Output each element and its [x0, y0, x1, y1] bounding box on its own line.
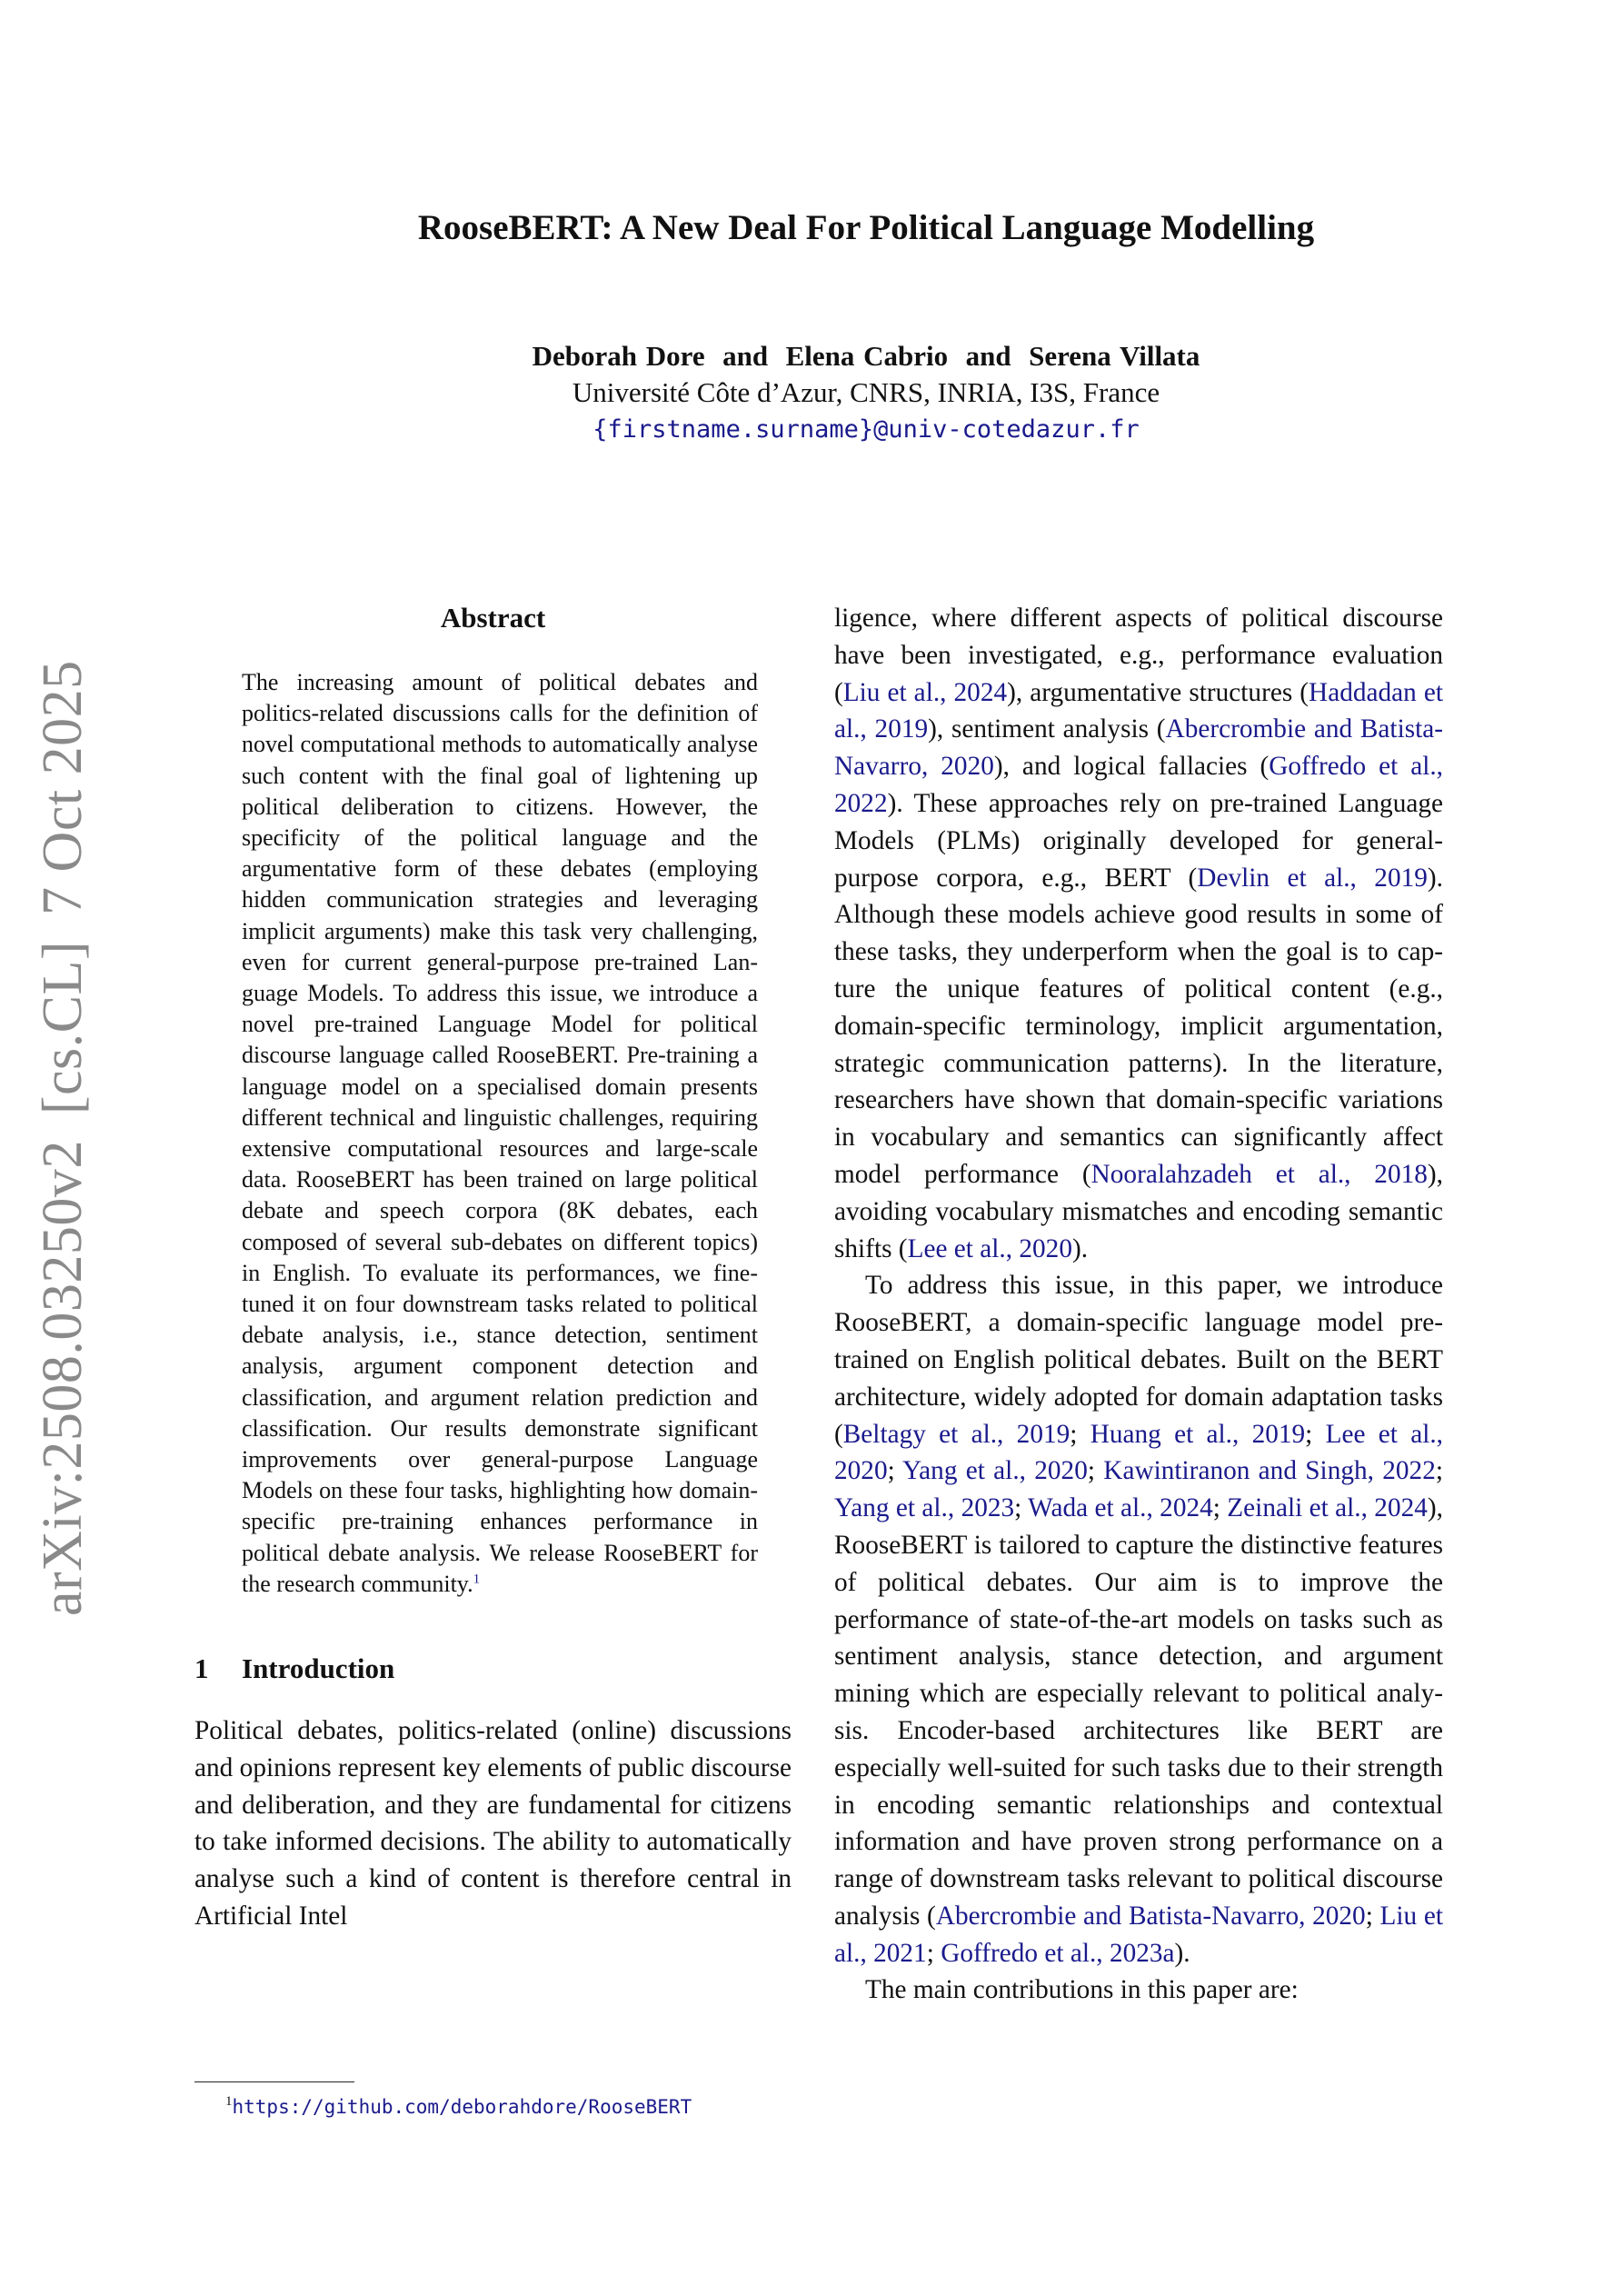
- citation-link[interactable]: Abercrombie and Batista-Navarro, 2020: [935, 1901, 1366, 1931]
- separator: ;: [926, 1938, 941, 1968]
- arxiv-identifier-stamp: [32, 660, 94, 1616]
- author-email[interactable]: {firstname.surname}@univ-cotedazur.fr: [592, 415, 1140, 444]
- author-names: Deborah Dore and Elena Cabrio and Serena Villata: [532, 340, 1200, 372]
- text-run: ), argumentative structures (: [1007, 677, 1309, 707]
- citation-link[interactable]: Haddadan et al., 2019: [834, 677, 1443, 744]
- citation-link[interactable]: Yang et al., 2023: [834, 1493, 1015, 1523]
- abstract-heading: Abstract: [440, 602, 546, 634]
- citation-link[interactable]: Abercrombie and Batista-Navarro, 2020: [834, 714, 1444, 782]
- separator: ;: [1435, 1456, 1443, 1486]
- section-title: Introduction: [242, 1652, 395, 1685]
- arxiv-category: [cs.CL]: [32, 940, 94, 1115]
- citation-link[interactable]: Yang et al., 2020: [901, 1456, 1088, 1486]
- intro-paragraph-1-cont: [834, 600, 1443, 1267]
- text-run: ).: [1174, 1938, 1190, 1968]
- footnote-divider: [194, 2081, 354, 2082]
- citation-link[interactable]: Liu et al., 2024: [842, 677, 1008, 707]
- footnote-number: 1: [225, 2094, 233, 2109]
- citation-link[interactable]: Wada et al., 2024: [1028, 1493, 1213, 1523]
- separator: ;: [1070, 1419, 1090, 1449]
- intro-paragraph-3: The main contributions in this paper are:: [865, 1975, 1299, 2005]
- arxiv-date: 7 Oct 2025: [32, 660, 94, 915]
- citation-link[interactable]: Devlin et al., 2019: [1197, 863, 1428, 893]
- arxiv-id: arXiv:2508.03250v2: [32, 1140, 94, 1616]
- affiliation: Université Côte d’Azur, CNRS, INRIA, I3S, France: [572, 376, 1160, 408]
- citation-link[interactable]: Zeinali et al., 2024: [1227, 1493, 1428, 1523]
- footnote: [225, 2094, 692, 2120]
- right-column: [834, 600, 1443, 2009]
- text-run: ), RooseBERT is tailored to capture the distinctive features of political debates. Our aim is to improve the performance of state-of-the-art models on tasks such as sentiment analysis, stance detection, and argument mining which are especially relevant to political analysis. Encoder-based architectures like BERT are especially well-suited for such tasks due to their strength in encoding semantic relationships and contextual information and have proven strong performance on a range of downstream tasks relevant to political discourse analysis (: [834, 1493, 1443, 1931]
- section-heading-introduction: [194, 1651, 792, 1687]
- author-block: [109, 338, 1623, 449]
- citation-link[interactable]: Liu et al., 2021: [834, 1901, 1443, 1968]
- citation-link[interactable]: Nooralahzadeh et al., 2018: [1090, 1159, 1428, 1189]
- text-run: ligence, where different aspects of political discourse have been investigated, e.g., performance evaluation (: [834, 604, 1443, 707]
- text-run: To address this issue, in this paper, we introduce RooseBERT, a domain-specific language model pre-trained on English political debates. Built on the BERT architecture, widely adopted for domain adaptation tasks (: [834, 1271, 1443, 1449]
- footnote-github-link[interactable]: https://github.com/deborahdore/RooseBERT: [232, 2096, 692, 2118]
- intro-paragraph-2: [834, 1267, 1443, 1972]
- separator: ;: [1305, 1419, 1326, 1449]
- abstract-text: The increasing amount of political debates and politics-related discussions calls for the definition of novel computational methods to automatically analyse such content with the final goal of lightening up political deliberation to citizens. However, the specificity of the political language and the argumentative form of these debates (employing hidden communication strategies and leveraging implicit arguments) make this task very challenging, even for current general-purpose pre-trained Language Models. To address this issue, we introduce a novel pre-trained Language Model for political discourse language called RooseBERT. Pre-training a language model on a specialised domain presents different technical and linguistic challenges, requiring extensive computational resources and large-scale data. RooseBERT has been trained on large political debate and speech corpora (8K debates, each composed of several sub-debates on different topics) in English. To evaluate its performances, we fine-tuned it on four downstream tasks related to political debate analysis, i.e., stance detection, sentiment analysis, argument component detection and classification, and argument relation prediction and classification. Our results demonstrate significant improvements over general-purpose Language Models on these four tasks, highlighting how domain-specific pre-training enhances performance in political debate analysis. We release RooseBERT for the research community.: [242, 669, 758, 1597]
- citation-link[interactable]: Lee et al., 2020: [834, 1419, 1443, 1486]
- separator: ;: [1212, 1493, 1228, 1523]
- section-number: 1: [194, 1652, 209, 1685]
- citation-link[interactable]: Kawintiranon and Singh, 2022: [1103, 1456, 1436, 1486]
- abstract-body: [242, 667, 758, 1600]
- text-run: ), avoiding vocabulary mismatches and encoding semantic shifts (: [834, 1159, 1443, 1263]
- footnote-marker-link[interactable]: 1: [473, 1572, 481, 1587]
- citation-link[interactable]: Huang et al., 2019: [1090, 1419, 1306, 1449]
- citation-link[interactable]: Goffredo et al., 2023a: [941, 1938, 1175, 1968]
- separator: ;: [1087, 1456, 1104, 1486]
- citation-link[interactable]: Lee et al., 2020: [907, 1233, 1072, 1263]
- text-run: ). These approaches rely on pre-trained Language Models (PLMs) originally developed for general-purpose corpora, e.g., BERT (: [834, 788, 1443, 893]
- left-column: [194, 600, 792, 1935]
- separator: ;: [887, 1456, 902, 1486]
- citation-link[interactable]: Beltagy et al., 2019: [842, 1419, 1070, 1449]
- separator: ;: [1365, 1901, 1380, 1931]
- citation-link[interactable]: Goffredo et al., 2022: [834, 752, 1443, 818]
- text-run: ), and logical fallacies (: [993, 752, 1270, 782]
- text-run: ), sentiment analysis (: [928, 714, 1166, 744]
- paper-title: RooseBERT: A New Deal For Political Language Modelling: [417, 208, 1315, 247]
- text-run: ). Although these models achieve good results in some of these tasks, they underperform when the goal is to capture the unique features of political content (e.g., domain-specific terminology, implicit argumentation, strategic communication patterns). In the literature, researchers have shown that domain-specific variations in vocabulary and semantics can significantly affect model performance (: [834, 863, 1443, 1189]
- intro-paragraph-1-start: Political debates, politics-related (online) discussions and opinions represent key elements of public discourse and deliberation, and they are fundamental for citizens to take informed decisions. The ability to automatically analyse such a kind of content is therefore central in Artificial Intel: [194, 1716, 792, 1932]
- text-run: ).: [1071, 1233, 1089, 1263]
- separator: ;: [1014, 1493, 1029, 1523]
